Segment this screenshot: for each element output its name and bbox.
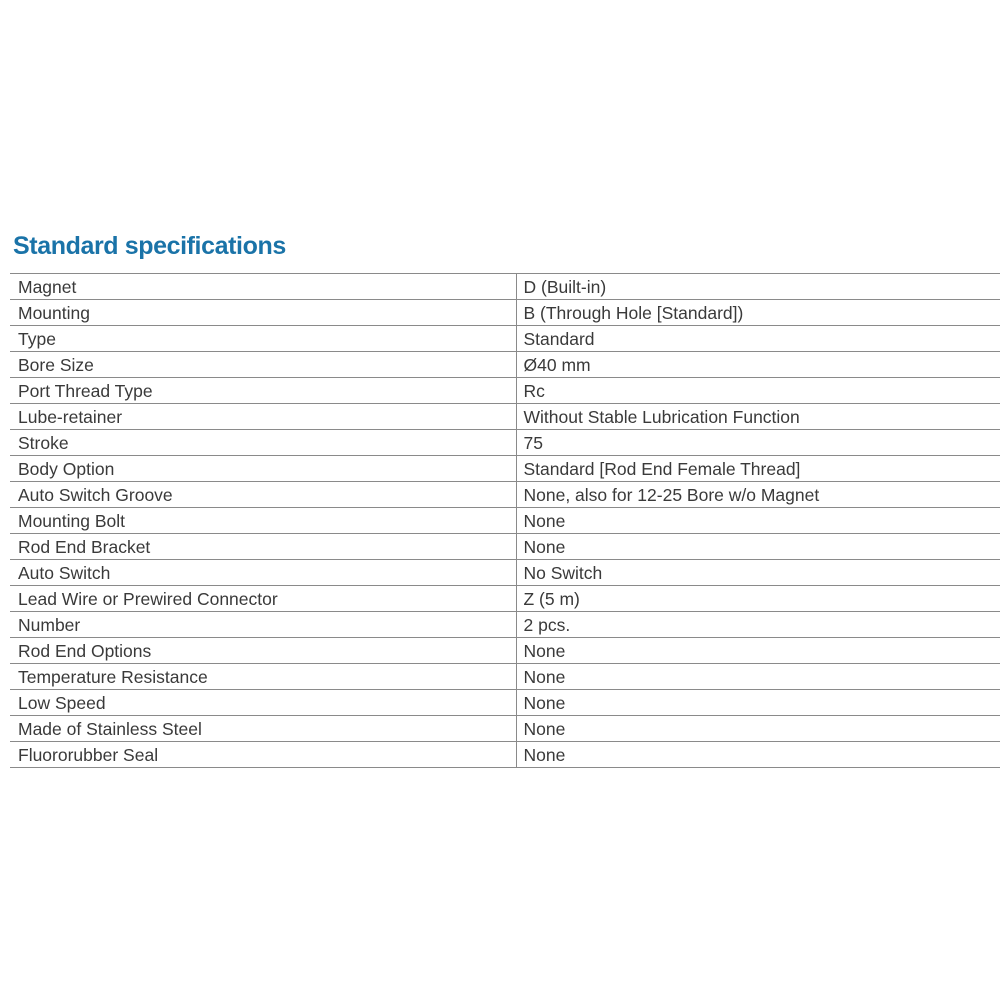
table-row: [10, 612, 1000, 638]
spec-value: Without Stable Lubrication Function: [516, 404, 1000, 430]
spec-label: Bore Size: [10, 352, 516, 378]
spec-value: None: [516, 664, 1000, 690]
spec-value: None: [516, 690, 1000, 716]
spec-label: Rod End Options: [10, 638, 516, 664]
table-row: [10, 690, 1000, 716]
table-row: [10, 664, 1000, 690]
spec-value: None: [516, 742, 1000, 768]
spec-label: Low Speed: [10, 690, 516, 716]
table-row: [10, 742, 1000, 768]
spec-label: Mounting: [10, 300, 516, 326]
table-row: [10, 430, 1000, 456]
spec-value: Standard: [516, 326, 1000, 352]
spec-value: None: [516, 716, 1000, 742]
spec-label: Magnet: [10, 274, 516, 300]
table-row: [10, 482, 1000, 508]
spec-value: Standard [Rod End Female Thread]: [516, 456, 1000, 482]
spec-value: No Switch: [516, 560, 1000, 586]
spec-value: 2 pcs.: [516, 612, 1000, 638]
spec-label: Temperature Resistance: [10, 664, 516, 690]
spec-label: Auto Switch: [10, 560, 516, 586]
table-row: [10, 638, 1000, 664]
spec-label: Port Thread Type: [10, 378, 516, 404]
table-row: [10, 274, 1000, 300]
spec-value: None: [516, 534, 1000, 560]
table-row: [10, 378, 1000, 404]
spec-label: Mounting Bolt: [10, 508, 516, 534]
spec-label: Body Option: [10, 456, 516, 482]
spec-label: Number: [10, 612, 516, 638]
page-title: Standard specifications: [13, 232, 286, 260]
table-row: [10, 560, 1000, 586]
spec-value: Rc: [516, 378, 1000, 404]
spec-label: Stroke: [10, 430, 516, 456]
spec-value: None: [516, 638, 1000, 664]
spec-value: Ø40 mm: [516, 352, 1000, 378]
spec-label: Fluororubber Seal: [10, 742, 516, 768]
spec-value: 75: [516, 430, 1000, 456]
table-row: [10, 300, 1000, 326]
spec-table: [10, 273, 1000, 768]
spec-value: D (Built-in): [516, 274, 1000, 300]
spec-label: Lube-retainer: [10, 404, 516, 430]
spec-value: None, also for 12-25 Bore w/o Magnet: [516, 482, 1000, 508]
table-row: [10, 508, 1000, 534]
table-row: [10, 586, 1000, 612]
table-row: [10, 456, 1000, 482]
spec-label: Auto Switch Groove: [10, 482, 516, 508]
spec-label: Rod End Bracket: [10, 534, 516, 560]
table-row: [10, 326, 1000, 352]
spec-value: B (Through Hole [Standard]): [516, 300, 1000, 326]
spec-label: Lead Wire or Prewired Connector: [10, 586, 516, 612]
spec-label: Made of Stainless Steel: [10, 716, 516, 742]
table-row: [10, 352, 1000, 378]
table-row: [10, 716, 1000, 742]
spec-value: None: [516, 508, 1000, 534]
table-row: [10, 534, 1000, 560]
spec-label: Type: [10, 326, 516, 352]
spec-value: Z (5 m): [516, 586, 1000, 612]
table-row: [10, 404, 1000, 430]
